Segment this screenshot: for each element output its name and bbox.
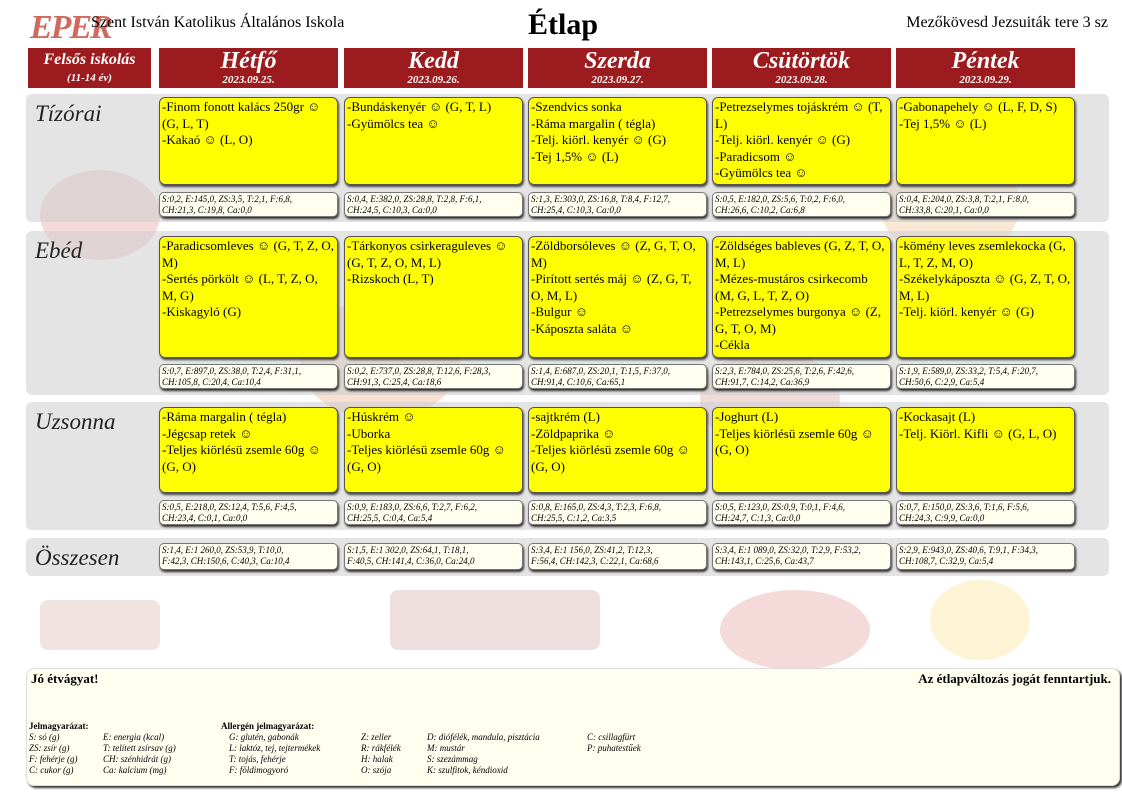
totals-cell: [896, 543, 1075, 570]
menu-item: -Káposzta saláta ☺: [531, 320, 634, 336]
nutrition-line: S:2,3, E:784,0, ZS:25,6, T:2,6, F:42,6,: [715, 366, 854, 376]
day-date: 2023.09.26.: [407, 74, 460, 86]
nutrition-line: S:1,3, E:303,0, ZS:16,8, T:8,4, F:12,7,: [531, 194, 670, 204]
legend-column: [103, 732, 176, 776]
meal-label: Összesen: [35, 545, 120, 570]
nutrition-cell: [712, 500, 891, 525]
nutrition-line: CH:26,6, C:10,2, Ca:6,8: [715, 205, 805, 215]
menu-cell: [528, 236, 707, 358]
menu-item: -Bundáskenyér ☺ (G, T, L): [347, 99, 492, 114]
nutrition-line: CH:25,4, C:10,3, Ca:0,0: [531, 205, 621, 215]
menu-item: -Sertés pörkölt ☺ (L, T, Z, O, M, G): [162, 271, 318, 303]
nutrition-line: CH:21,3, C:19,8, Ca:0,0: [162, 205, 252, 215]
allergen-entry: T: tojás, fehérje: [229, 754, 286, 764]
legend-entry: CH: szénhidrát (g): [103, 754, 171, 764]
menu-cell: [528, 97, 707, 185]
nutrition-cell: [159, 500, 338, 525]
nutrition-line: CH:25,5, C:0,4, Ca:5,4: [347, 513, 433, 523]
allergen-entry: K: szulfitok, kéndioxid: [427, 765, 508, 775]
day-name: Szerda: [584, 48, 651, 74]
menu-item: -Tej 1,5% ☺ (L): [531, 148, 619, 164]
menu-item: -Telj. Kiörl. Kifli ☺ (G, L, O): [899, 425, 1057, 441]
menu-cell: [896, 407, 1075, 493]
menu-item: -Paradicsomleves ☺ (G, T, Z, O, M): [162, 238, 335, 270]
totals-cell: [528, 543, 707, 570]
menu-item: -Gabonapehely ☺ (L, F, D, S): [899, 99, 1058, 114]
menu-item: -Finom fonott kalács 250gr ☺ (G, L, T): [162, 99, 321, 131]
greeting: Jó étvágyat!: [31, 671, 99, 686]
menu-item: -kömény leves zsemlekocka (G, L, T, Z, M, O): [899, 238, 1066, 270]
allergen-column: [229, 732, 320, 776]
nutrition-cell: [344, 192, 523, 217]
menu-item: -Teljes kiörlésü zsemle 60g ☺ (G, O): [347, 442, 506, 474]
legend-entry: C: cukor (g): [29, 765, 74, 775]
day-header-wednesday: [528, 48, 707, 88]
menu-cell: [159, 407, 338, 493]
change-notice: Az étlapváltozás jogát fenntartjuk.: [918, 671, 1111, 686]
menu-item: -Pirított sertés máj ☺ (Z, G, T, O, M, L): [531, 271, 692, 303]
menu-item: -Mézes-mustáros csirkecomb (M, G, L, T, Z, O): [715, 271, 868, 303]
allergen-legend-title: Allergén jelmagyarázat:: [221, 721, 315, 731]
allergen-entry: C: csillagfürt: [587, 732, 636, 742]
menu-item: -Petrezselymes tojáskrém ☺ (T, L): [715, 99, 883, 131]
nutrition-line: S:0,2, E:737,0, ZS:28,8, T:12,6, F:28,3,: [347, 366, 491, 376]
allergen-entry: H: halak: [361, 754, 393, 764]
day-header-monday: [159, 48, 338, 88]
totals-line: F:40,5, CH:141,4, C:36,0, Ca:24,0: [347, 556, 475, 566]
menu-item: -Kockasajt (L): [899, 409, 976, 424]
allergen-entry: P: puhatestűek: [587, 743, 641, 753]
menu-item: -Teljes kiörlésü zsemle 60g ☺ (G, O): [531, 442, 690, 474]
nutrition-cell: [159, 364, 338, 389]
menu-cell: [712, 97, 891, 185]
menu-item: -Uborka: [347, 425, 391, 441]
totals-cell: [344, 543, 523, 570]
nutrition-line: S:0,5, E:123,0, ZS:0,9, T:0,1, F:4,6,: [715, 502, 845, 512]
nutrition-line: S:0,2, E:145,0, ZS:3,5, T:2,1, F:6,8,: [162, 194, 292, 204]
menu-cell: [344, 97, 523, 185]
nutrition-line: S:1,9, E:589,0, ZS:33,2, T:5,4, F:20,7,: [899, 366, 1038, 376]
menu-item: -Jégcsap retek ☺: [162, 425, 253, 441]
day-header-thursday: [712, 48, 891, 88]
day-name: Csütörtök: [752, 48, 851, 74]
nutrition-line: CH:24,7, C:1,3, Ca:0,0: [715, 513, 801, 523]
allergen-entry: O: szója: [361, 765, 392, 775]
totals-line: S:2,9, E:943,0, ZS:40,6, T:9,1, F:34,3,: [899, 545, 1038, 555]
allergen-column: [361, 732, 401, 776]
level-header: [28, 48, 151, 88]
day-header-tuesday: [344, 48, 523, 88]
meal-label: Ebéd: [35, 238, 83, 263]
menu-cell: [712, 407, 891, 493]
menu-item: -Zöldpaprika ☺: [531, 425, 616, 441]
school-address: Mezőkövesd Jezsuiták tere 3 sz: [906, 14, 1108, 31]
legend-entry: T: telített zsírsav (g): [103, 743, 176, 753]
page-title: Étlap: [528, 8, 599, 41]
nutrition-cell: [528, 364, 707, 389]
totals-line: S:1,4, E:1 260,0, ZS:53,9, T:10,0,: [162, 545, 284, 555]
menu-item: -Gyümölcs tea ☺: [347, 115, 440, 131]
nutrition-cell: [896, 364, 1075, 389]
legend-entry: E: energia (kcal): [103, 732, 165, 742]
totals-line: S:1,5, E:1 302,0, ZS:64,1, T:18,1,: [347, 545, 469, 555]
menu-item: -Cékla: [715, 337, 750, 352]
nutrition-line: CH:25,5, C:1,2, Ca:3,5: [531, 513, 617, 523]
meal-label: Uzsonna: [35, 409, 116, 434]
totals-line: F:42,3, CH:150,6, C:40,3, Ca:10,4: [162, 556, 290, 566]
nutrition-cell: [159, 192, 338, 217]
day-name: Péntek: [951, 48, 1020, 74]
menu-item: -sajtkrém (L): [531, 409, 600, 424]
nutrition-line: S:0,4, E:382,0, ZS:28,8, T:2,8, F:6,1,: [347, 194, 482, 204]
legend-title: Jelmagyarázat:: [29, 721, 89, 731]
allergen-entry: R: rákfélék: [361, 743, 401, 753]
allergen-entry: D: diófélék, mandula, pisztácia: [427, 732, 540, 742]
nutrition-cell: [528, 192, 707, 217]
nutrition-cell: [344, 500, 523, 525]
nutrition-line: CH:91,4, C:10,6, Ca:65,1: [531, 377, 626, 387]
menu-item: -Ráma margalin ( tégla): [162, 409, 287, 424]
menu-item: -Petrezselymes burgonya ☺ (Z, G, T, O, M): [715, 304, 882, 336]
totals-cell: [712, 543, 891, 570]
allergen-entry: M: mustár: [427, 743, 465, 753]
menu-cell: [896, 236, 1075, 358]
allergen-column: [427, 732, 540, 776]
menu-item: -Ráma margalin ( tégla): [531, 115, 656, 131]
nutrition-cell: [896, 500, 1075, 525]
menu-item: -Húskrém ☺: [347, 409, 416, 424]
nutrition-line: CH:91,3, C:25,4, Ca:18,6: [347, 377, 442, 387]
menu-item: -Kiskagyló (G): [162, 304, 242, 319]
nutrition-cell: [528, 500, 707, 525]
menu-item: -Rizskoch (L, T): [347, 271, 434, 286]
menu-item: -Gyümölcs tea ☺: [715, 165, 808, 180]
totals-line: CH:143,1, C:25,6, Ca:43,7: [715, 556, 814, 566]
nutrition-line: S:0,4, E:204,0, ZS:3,8, T:2,1, F:8,0,: [899, 194, 1029, 204]
menu-item: -Telj. kiörl. kenyér ☺ (G): [715, 132, 851, 147]
meal-label: Tízórai: [35, 101, 102, 126]
menu-cell: [712, 236, 891, 358]
menu-item: -Paradicsom ☺: [715, 148, 797, 164]
menu-cell: [528, 407, 707, 493]
nutrition-cell: [344, 364, 523, 389]
nutrition-cell: [896, 192, 1075, 217]
allergen-entry: F: földimogyoró: [229, 765, 289, 775]
nutrition-line: S:0,9, E:183,0, ZS:6,6, T:2,7, F:6,2,: [347, 502, 477, 512]
menu-item: -Tej 1,5% ☺ (L): [899, 115, 987, 131]
menu-item: -Szendvics sonka: [531, 99, 622, 114]
nutrition-line: S:1,4, E:687,0, ZS:20,1, T:1,5, F:37,0,: [531, 366, 670, 376]
day-name: Kedd: [408, 48, 459, 74]
menu-item: -Telj. kiörl. kenyér ☺ (G): [899, 304, 1035, 319]
day-date: 2023.09.29.: [959, 74, 1012, 86]
allergen-entry: Z: zeller: [361, 732, 392, 742]
legend-entry: S: só (g): [29, 732, 60, 742]
nutrition-cell: [712, 192, 891, 217]
day-header-friday: [896, 48, 1075, 88]
nutrition-line: CH:23,4, C:0,1, Ca:0,0: [162, 513, 248, 523]
legend-entry: F: fehérje (g): [29, 754, 78, 764]
school-name: Szent István Katolikus Általános Iskola: [91, 14, 345, 31]
nutrition-line: CH:24,5, C:10,3, Ca:0,0: [347, 205, 437, 215]
nutrition-line: S:0,5, E:218,0, ZS:12,4, T:5,6, F:4,5,: [162, 502, 297, 512]
menu-item: -Tárkonyos csirkeraguleves ☺ (G, T, Z, O, M, L): [347, 238, 508, 270]
day-name: Hétfő: [220, 48, 277, 74]
nutrition-line: S:0,8, E:165,0, ZS:4,3, T:2,3, F:6,8,: [531, 502, 661, 512]
allergen-column: [587, 732, 641, 754]
nutrition-line: S:0,7, E:150,0, ZS:3,6, T:1,6, F:5,6,: [899, 502, 1029, 512]
menu-cell: [159, 97, 338, 185]
nutrition-cell: [712, 364, 891, 389]
legend-entry: ZS: zsír (g): [29, 743, 70, 753]
menu-cell: [344, 407, 523, 493]
legend-column: [29, 732, 77, 776]
menu-cell: [344, 236, 523, 358]
legend-entry: Ca: kalcium (mg): [103, 765, 167, 775]
level-age: (11-14 év): [67, 72, 112, 84]
nutrition-line: CH:50,6, C:2,9, Ca:5,4: [899, 377, 985, 387]
menu-cell: [159, 236, 338, 358]
totals-line: S:3,4, E:1 156,0, ZS:41,2, T:12,3,: [531, 545, 653, 555]
day-date: 2023.09.28.: [775, 74, 828, 86]
menu-item: -Zöldborsóleves ☺ (Z, G, T, O, M): [531, 238, 696, 270]
allergen-entry: L: laktóz, tej, tejtermékek: [229, 743, 321, 753]
level-name: Felsős iskolás: [43, 51, 136, 68]
totals-line: CH:108,7, C:32,9, Ca:5,4: [899, 556, 994, 566]
menu-item: -Kakaó ☺ (L, O): [162, 132, 253, 147]
menu-item: -Zöldséges bableves (G, Z, T, O, M, L): [715, 238, 885, 270]
allergen-entry: S: szezámmag: [427, 754, 478, 764]
footer-panel: [26, 668, 1120, 786]
menu-item: -Joghurt (L): [715, 409, 779, 424]
totals-cell: [159, 543, 338, 570]
totals-line: F:56,4, CH:142,3, C:22,1, Ca:68,6: [531, 556, 659, 566]
menu-item: -Bulgur ☺: [531, 304, 588, 319]
nutrition-line: S:0,7, E:897,0, ZS:38,0, T:2,4, F:31,1,: [162, 366, 301, 376]
allergen-entry: G: glutén, gabonák: [229, 732, 299, 742]
nutrition-line: CH:91,7, C:14,2, Ca:36,9: [715, 377, 810, 387]
menu-item: -Székelykáposzta ☺ (G, Z, T, O, M, L): [899, 271, 1071, 303]
day-date: 2023.09.27.: [591, 74, 644, 86]
day-date: 2023.09.25.: [222, 74, 275, 86]
logo: EPER: [30, 9, 111, 46]
menu-item: -Telj. kiörl. kenyér ☺ (G): [531, 132, 667, 147]
menu-cell: [896, 97, 1075, 185]
menu-item: -Teljes kiörlésü zsemle 60g ☺ (G, O): [715, 425, 874, 457]
nutrition-line: CH:24,3, C:9,9, Ca:0,0: [899, 513, 985, 523]
nutrition-line: CH:33,8, C:20,1, Ca:0,0: [899, 205, 989, 215]
totals-line: S:3,4, E:1 089,0, ZS:32,0, T:2,9, F:53,2,: [715, 545, 861, 555]
nutrition-line: CH:105,8, C:20,4, Ca:10,4: [162, 377, 261, 387]
nutrition-line: S:0,5, E:182,0, ZS:5,6, T:0,2, F:6,0,: [715, 194, 845, 204]
menu-item: -Teljes kiörlésü zsemle 60g ☺ (G, O): [162, 442, 321, 474]
